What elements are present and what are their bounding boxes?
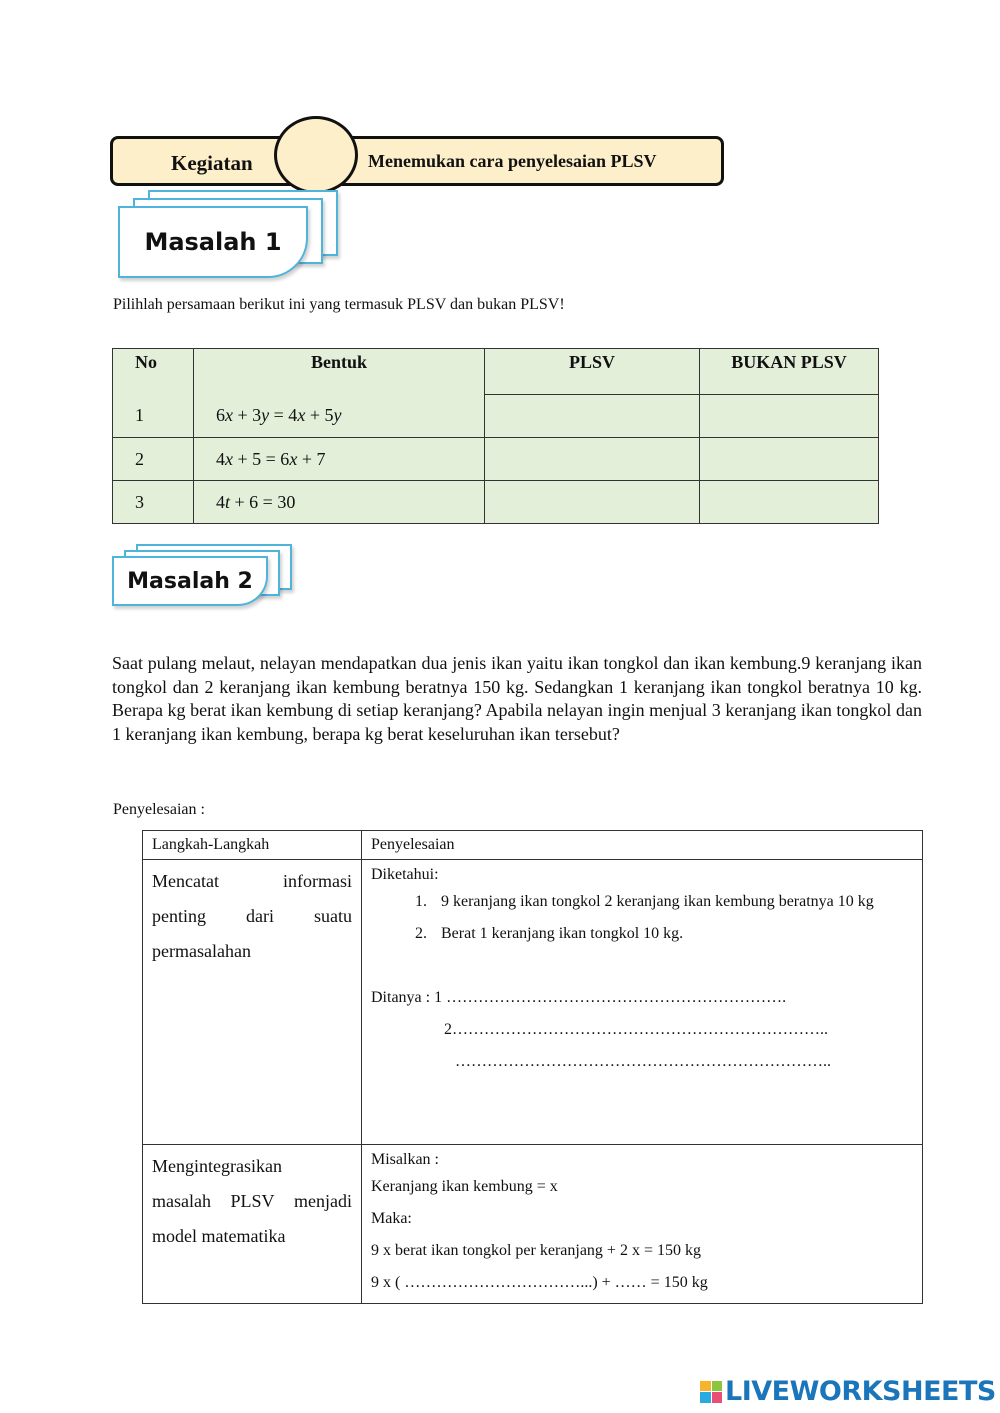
watermark-text: LIVEWORKSHEETS xyxy=(725,1376,996,1407)
row-equation: 4t + 6 = 30 xyxy=(194,481,485,524)
equation-text: 6x + 3y = 4x + 5y xyxy=(216,405,342,426)
step2-row xyxy=(143,1145,923,1304)
solution-label: Penyelesaian : xyxy=(113,801,205,818)
banner-circle-decoration xyxy=(274,116,358,194)
step1-word: Mencatat xyxy=(152,871,219,891)
header-bukan-plsv: BUKAN PLSV xyxy=(700,349,879,395)
asked-line-1[interactable]: Ditanya : 1 ………………………………………………………. xyxy=(371,989,787,1006)
solution-header-row xyxy=(143,831,923,860)
step2-word: matematika xyxy=(201,1226,286,1246)
known-list xyxy=(371,886,913,950)
step2-word: menjadi xyxy=(294,1191,352,1211)
table-row xyxy=(113,481,879,524)
problem1-label-text: Masalah 1 xyxy=(144,228,282,256)
bukan-plsv-answer-cell[interactable] xyxy=(700,438,879,481)
step2-word: masalah xyxy=(152,1191,211,1211)
row-number: 1 xyxy=(113,395,194,438)
step2-line[interactable]: 9 x ( ……………………………...) + …… = 150 kg xyxy=(371,1274,708,1291)
activity-label: Kegiatan xyxy=(171,151,253,175)
problem2-label: Masalah 2 xyxy=(112,556,268,606)
step1-word: permasalahan xyxy=(152,941,251,961)
step2-solution xyxy=(362,1145,923,1304)
known-item: 2. Berat 1 keranjang ikan tongkol 10 kg. xyxy=(431,918,913,950)
step1-row xyxy=(143,860,923,1145)
header-solution: Penyelesaian xyxy=(362,831,923,860)
header-plsv: PLSV xyxy=(485,349,700,395)
known-item: 1. 9 keranjang ikan tongkol 2 keranjang ikan kembung beratnya 10 kg xyxy=(431,886,913,918)
table-row xyxy=(113,438,879,481)
step1-word: suatu xyxy=(313,906,352,926)
step1-word: informasi xyxy=(283,871,352,891)
plsv-table xyxy=(112,348,879,524)
problem1-instruction: Pilihlah persamaan berikut ini yang termasuk PLSV dan bukan PLSV! xyxy=(113,296,565,313)
step1-label xyxy=(143,860,362,1145)
plsv-answer-cell[interactable] xyxy=(485,438,700,481)
step1-word: dari xyxy=(246,906,274,926)
liveworksheets-logo-icon xyxy=(700,1381,722,1403)
row-equation: 4x + 5 = 6x + 7 xyxy=(194,438,485,481)
plsv-answer-cell[interactable] xyxy=(485,395,700,438)
row-number: 3 xyxy=(113,481,194,524)
step2-line: Keranjang ikan kembung = x xyxy=(371,1178,558,1195)
problem1-label xyxy=(118,206,308,278)
solution-table xyxy=(142,830,923,1304)
step2-line: 9 x berat ikan tongkol per keranjang + 2 x = 150 kg xyxy=(371,1242,701,1259)
liveworksheets-logo xyxy=(700,1376,996,1407)
step2-label xyxy=(143,1145,362,1304)
step2-word: PLSV xyxy=(230,1191,275,1211)
row-equation xyxy=(194,395,485,438)
header-no: No xyxy=(113,349,194,395)
known-label: Diketahui: xyxy=(371,866,439,883)
bukan-plsv-answer-cell[interactable] xyxy=(700,395,879,438)
bukan-plsv-answer-cell[interactable] xyxy=(700,481,879,524)
plsv-answer-cell[interactable] xyxy=(485,481,700,524)
header-steps: Langkah-Langkah xyxy=(143,831,362,860)
header-bentuk: Bentuk xyxy=(194,349,485,395)
step2-line: Misalkan : xyxy=(371,1151,439,1168)
step2-word: Mengintegrasikan xyxy=(152,1156,282,1176)
step1-word: penting xyxy=(152,906,206,926)
step1-solution xyxy=(362,860,923,1145)
step2-line: Maka: xyxy=(371,1210,412,1227)
asked-line-3[interactable]: …………………………………………………………….. xyxy=(455,1053,831,1070)
row-number: 2 xyxy=(113,438,194,481)
activity-title: Menemukan cara penyelesaian PLSV xyxy=(368,151,657,171)
asked-line-2[interactable]: 2…………………………………………………………….. xyxy=(444,1021,828,1038)
table-row xyxy=(113,395,879,438)
step2-word: model xyxy=(152,1226,197,1246)
activity-banner xyxy=(110,136,724,186)
problem2-story: Saat pulang melaut, nelayan mendapatkan dua jenis ikan yaitu ikan tongkol dan ikan kembung.9 keranjang ikan tongkol dan 2 keranjang ikan kembung beratnya 150 kg. Sedangkan 1 keranjang ikan tongkol beratnya 10 kg. Berapa kg berat ikan kembung di setiap keranjang? Apabila nelayan ingin menjual 3 keranjang ikan tongkol dan 1 keranjang ikan kembung, berapa kg berat keseluruhan ikan tersebut? xyxy=(112,653,922,744)
